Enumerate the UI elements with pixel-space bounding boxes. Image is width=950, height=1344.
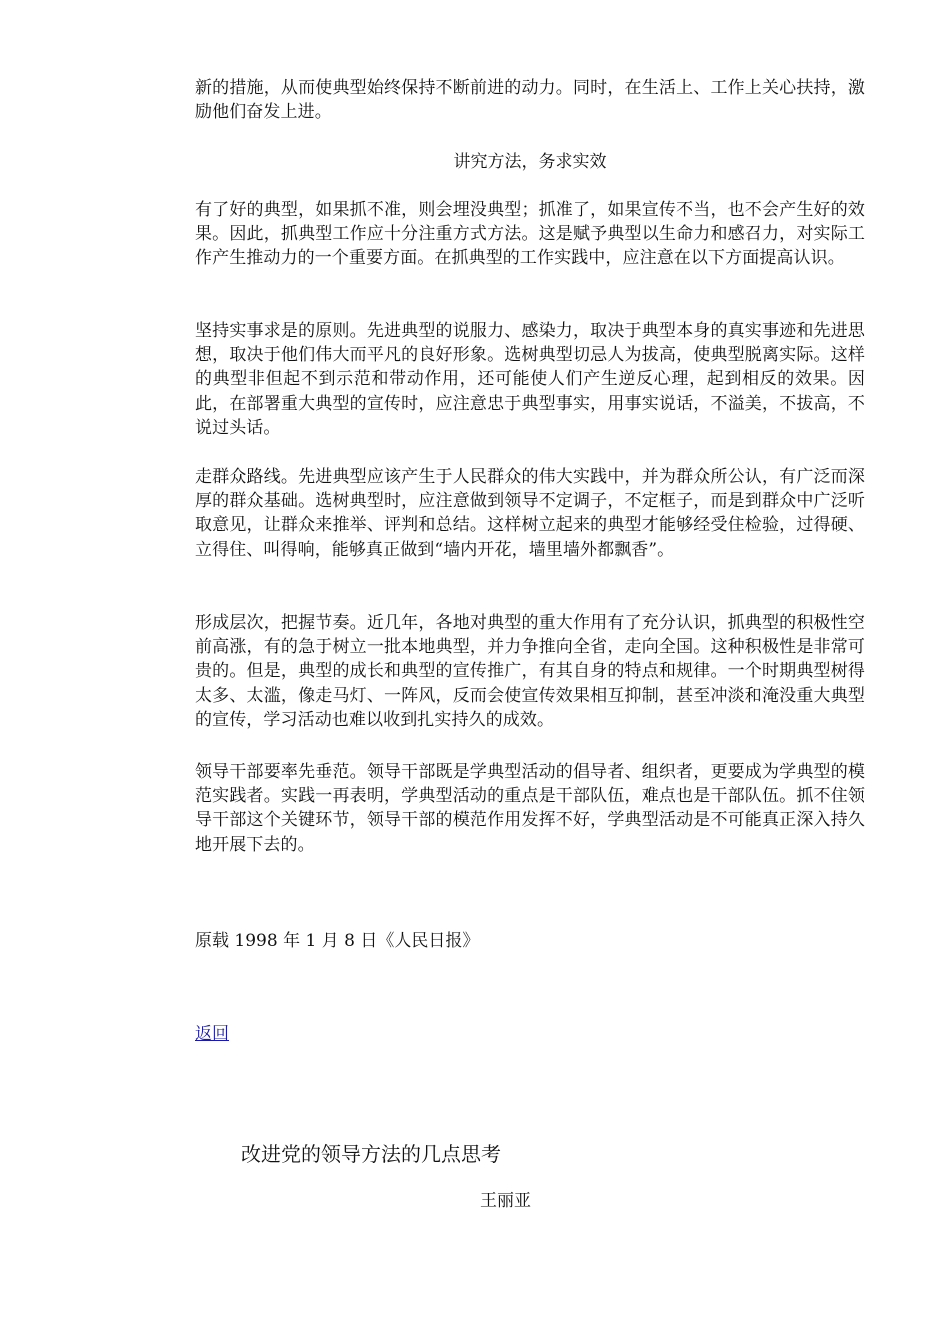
body-paragraph-2: 坚持实事求是的原则。先进典型的说服力、感染力，取决于典型本身的真实事迹和先进思想，取决于他们伟大而平凡的良好形象。选树典型切忌人为拔高，使典型脱离实际。这样的典型非但起不到示范和带动作用，还可能使人们产生逆反心理，起到相反的效果。因此，在部署重大典型的宣传时，应注意忠于典型事实，用事实说话，不溢美，不拔高，不说过头话。 <box>195 321 865 438</box>
back-link[interactable]: 返回 <box>195 1024 229 1044</box>
body-paragraph-1: 有了好的典型，如果抓不准，则会埋没典型；抓准了，如果宣传不当，也不会产生好的效果。因此，抓典型工作应十分注重方式方法。这是赋予典型以生命力和感召力，对实际工作产生推动力的一个重要方面。在抓典型的工作实践中，应注意在以下方面提高认识。 <box>195 200 865 269</box>
source-note: 原载 1998 年 1 月 8 日《人民日报》 <box>195 931 480 951</box>
body-paragraph-4: 形成层次，把握节奏。近几年，各地对典型的重大作用有了充分认识，抓典型的积极性空前高涨，有的急于树立一批本地典型，并力争推向全省，走向全国。这种积极性是非常可贵的。但是，典型的成长和典型的宣传推广，有其自身的特点和规律。一个时期典型树得太多、太滥，像走马灯、一阵风，反而会使宣传效果相互抑制，甚至冲淡和淹没重大典型的宣传，学习活动也难以收到扎实持久的成效。 <box>195 613 865 730</box>
body-paragraph-5: 领导干部要率先垂范。领导干部既是学典型活动的倡导者、组织者，更要成为学典型的模范实践者。实践一再表明，学典型活动的重点是干部队伍，难点也是干部队伍。抓不住领导干部这个关键环节，领导干部的模范作用发挥不好，学典型活动是不可能真正深入持久地开展下去的。 <box>195 762 865 855</box>
body-paragraph-3: 走群众路线。先进典型应该产生于人民群众的伟大实践中，并为群众所公认，有广泛而深厚的群众基础。选树典型时，应注意做到领导不定调子，不定框子，而是到群众中广泛听取意见，让群众来推举、评判和总结。这样树立起来的典型才能够经受住检验，过得硬、立得住、叫得响，能够真正做到“墙内开花，墙里墙外都飘香”。 <box>195 467 865 560</box>
next-article-title: 改进党的领导方法的几点思考 <box>241 1142 501 1166</box>
intro-paragraph: 新的措施，从而使典型始终保持不断前进的动力。同时，在生活上、工作上关心扶持，激励他们奋发上进。 <box>195 78 865 123</box>
section-heading: 讲究方法，务求实效 <box>453 152 607 172</box>
next-article-author: 王丽亚 <box>480 1191 531 1211</box>
